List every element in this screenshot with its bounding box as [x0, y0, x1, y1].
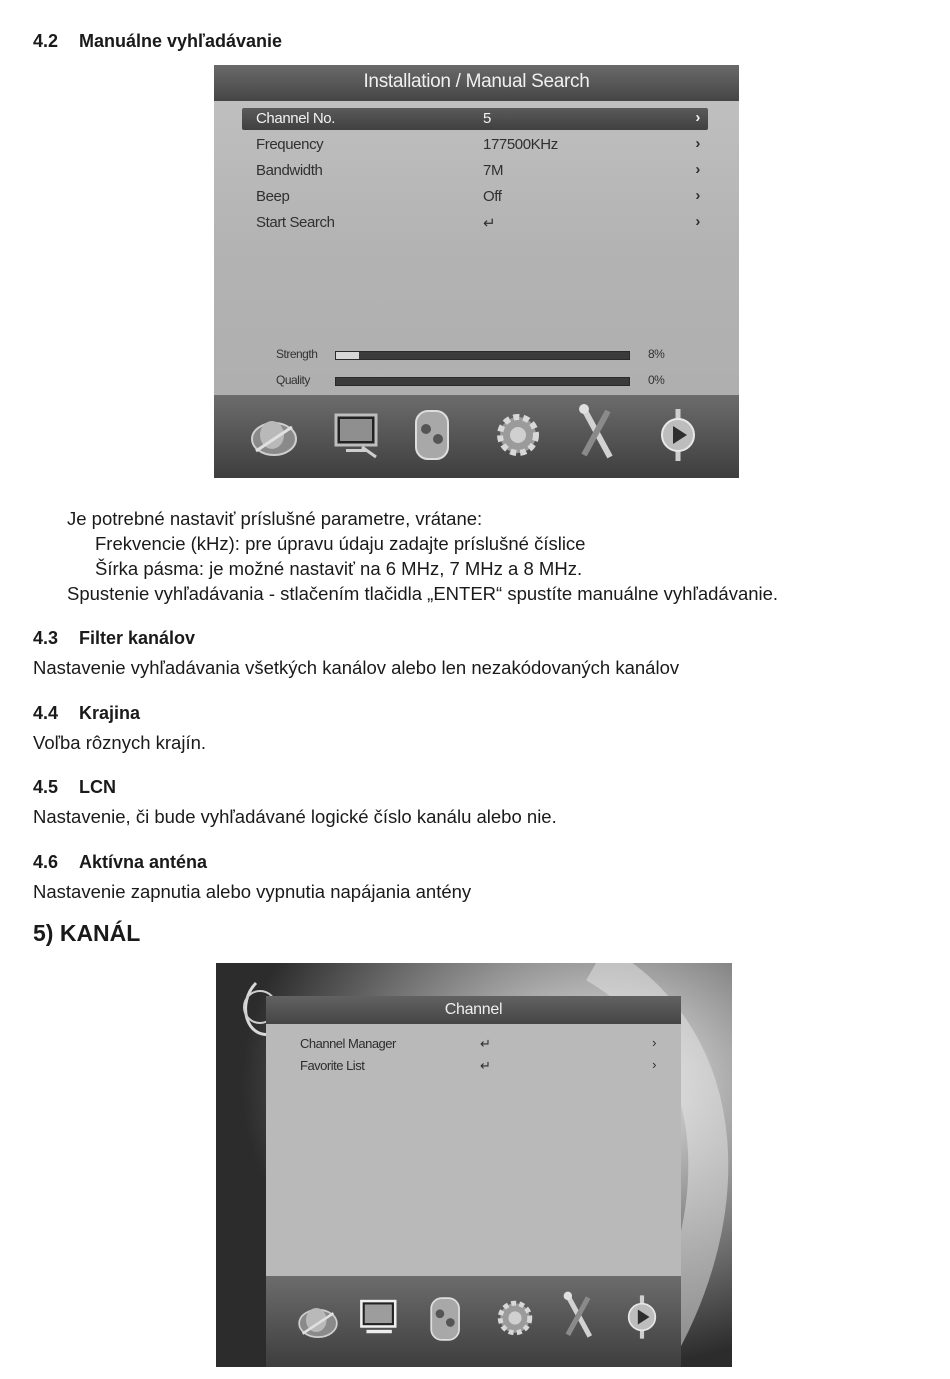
tv-icon[interactable] [332, 409, 384, 461]
satellite-dish-icon[interactable] [294, 1296, 342, 1344]
row-label: Start Search [256, 214, 335, 231]
section-title: Krajina [79, 703, 141, 723]
row-value: 5 [483, 110, 491, 127]
chevron-right-icon: › [652, 1035, 656, 1050]
section-heading-4-5 [33, 777, 116, 798]
chevron-right-icon: › [695, 161, 700, 178]
signal-strength-meter [276, 347, 676, 361]
row-label: Beep [256, 188, 290, 205]
chevron-right-icon: › [695, 213, 700, 230]
enter-icon: ↵ [480, 1036, 491, 1051]
media-play-icon[interactable] [622, 1292, 662, 1342]
section-heading-4-4 [33, 703, 140, 724]
menu-row-favorite-list[interactable] [300, 1056, 660, 1076]
screen-title: Installation / Manual Search [214, 65, 739, 101]
media-play-icon[interactable] [654, 407, 702, 463]
menu-row-beep[interactable] [242, 186, 708, 208]
tools-icon[interactable] [556, 1290, 600, 1344]
row-value: Off [483, 188, 502, 205]
para-line: Frekvencie (kHz): pre úpravu údaju zadajte príslušné číslice [95, 533, 586, 554]
para-line: Je potrebné nastaviť príslušné parametre, vrátane: [67, 508, 483, 529]
signal-quality-meter [276, 373, 676, 387]
section-number: 4.4 [33, 703, 59, 723]
menu-row-channel-manager[interactable] [300, 1034, 660, 1054]
section-title: Aktívna anténa [79, 852, 208, 872]
tv-icon[interactable] [358, 1292, 402, 1344]
film-icon[interactable] [410, 407, 456, 463]
strength-label: Strength [276, 347, 318, 361]
channel-menu-screenshot [216, 963, 732, 1367]
satellite-dish-icon[interactable] [246, 407, 302, 463]
chevron-right-icon: › [695, 135, 700, 152]
enter-icon: ↵ [483, 215, 496, 232]
section-number: 4.2 [33, 31, 59, 51]
para-line: Spustenie vyhľadávania - stlačením tlačidla „ENTER“ spustíte manuálne vyhľadávanie. [67, 583, 779, 604]
section-title: LCN [79, 777, 116, 797]
section-text: Nastavenie zapnutia alebo vypnutia napájania antény [33, 881, 472, 902]
chapter-heading: 5) KANÁL [33, 920, 141, 946]
section-number: 4.6 [33, 852, 59, 872]
quality-bar [335, 377, 630, 386]
menu-row-bandwidth[interactable] [242, 160, 708, 182]
manual-search-screenshot [214, 65, 739, 478]
section-heading-4-2 [33, 31, 282, 52]
row-label: Frequency [256, 136, 324, 153]
chevron-right-icon: › [695, 109, 700, 126]
screen-title: Channel [266, 996, 681, 1024]
main-menu-icon-bar [214, 395, 739, 478]
section-text: Nastavenie, či bude vyhľadávané logické číslo kanálu alebo nie. [33, 806, 557, 827]
gear-icon[interactable] [490, 405, 546, 465]
section-number: 4.3 [33, 628, 59, 648]
row-value: 7M [483, 162, 504, 179]
row-label: Channel Manager [300, 1036, 396, 1051]
film-icon[interactable] [426, 1294, 466, 1344]
row-label: Bandwidth [256, 162, 323, 179]
section-title: Manuálne vyhľadávanie [79, 31, 283, 51]
row-value: 177500KHz [483, 136, 558, 153]
chevron-right-icon: › [695, 187, 700, 204]
section-title: Filter kanálov [79, 628, 196, 648]
section-number: 4.5 [33, 777, 59, 797]
strength-value: 8% [648, 347, 665, 361]
main-menu-icon-bar [266, 1276, 681, 1367]
section-text: Voľba rôznych krajín. [33, 732, 207, 753]
strength-bar [335, 351, 630, 360]
quality-value: 0% [648, 373, 665, 387]
strength-bar-fill [336, 352, 359, 359]
enter-icon: ↵ [480, 1058, 491, 1073]
quality-label: Quality [276, 373, 310, 387]
menu-row-start-search[interactable] [242, 212, 708, 234]
para-line: Šírka pásma: je možné nastaviť na 6 MHz, 7 MHz a 8 MHz. [95, 558, 583, 579]
section-heading-4-6 [33, 852, 207, 873]
gear-icon[interactable] [492, 1292, 538, 1344]
tools-icon[interactable] [570, 403, 622, 465]
menu-row-channel-no[interactable] [242, 108, 708, 130]
menu-row-frequency[interactable] [242, 134, 708, 156]
row-label: Favorite List [300, 1058, 365, 1073]
channel-menu-panel [266, 996, 681, 1276]
row-label: Channel No. [256, 110, 335, 127]
section-text: Nastavenie vyhľadávania všetkých kanálov alebo len nezakódovaných kanálov [33, 657, 680, 678]
chevron-right-icon: › [652, 1057, 656, 1072]
section-heading-4-3 [33, 628, 195, 649]
